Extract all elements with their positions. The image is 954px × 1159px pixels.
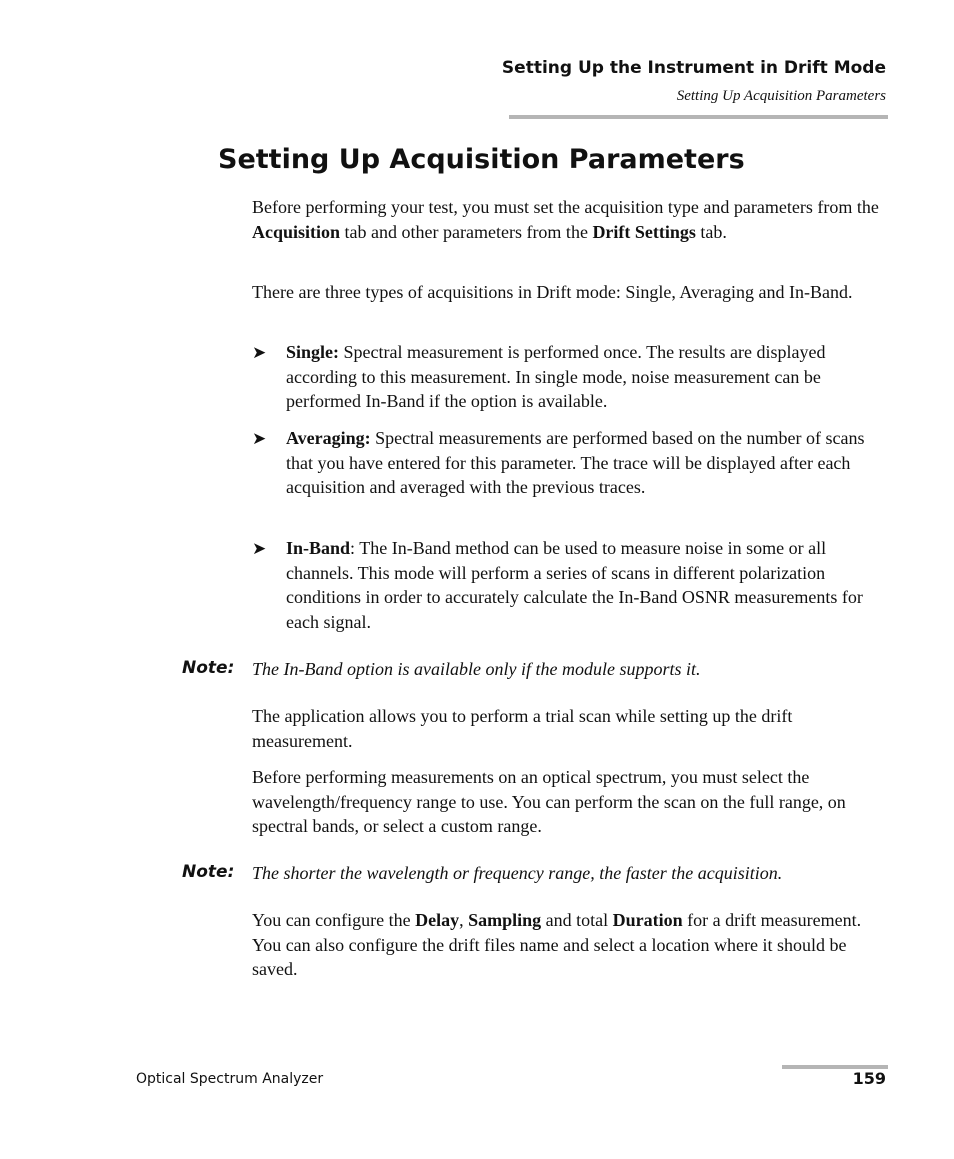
note-text: The shorter the wavelength or frequency range, the faster the acquisition. <box>252 863 783 883</box>
running-header-chapter: Setting Up the Instrument in Drift Mode <box>501 58 886 78</box>
page-title: Setting Up Acquisition Parameters <box>218 144 745 175</box>
drift-settings-tab-term: Drift Settings <box>592 221 696 242</box>
page-number: 159 <box>852 1069 886 1088</box>
running-header-section: Setting Up Acquisition Parameters <box>676 88 886 104</box>
intro-paragraph-1: Before performing your test, you must set the acquisition type and parameters from the Acquisition tab and other parameters from the Drift Settings tab. <box>252 197 879 242</box>
acquisition-tab-term: Acquisition <box>252 221 341 242</box>
note-text: The In-Band option is available only if the module supports it. <box>252 659 701 679</box>
header-rule <box>509 115 888 119</box>
delay-term: Delay <box>415 910 460 930</box>
paragraph-range: Before performing measurements on an optical spectrum, you must select the wavelength/frequency range to use. You can perform the scan on the full range, on spectral bands, or select a custom range. <box>252 767 846 836</box>
note-label: Note: <box>182 862 235 882</box>
sampling-term: Sampling <box>468 910 542 930</box>
list-item-text: Single: Spectral measurement is performed once. The results are displayed according to this measurement. In single mode, noise measurement can be performed In-Band if the option is available. <box>286 342 826 411</box>
arrow-bullet-icon: ➤ <box>252 343 267 363</box>
list-item-text: In-Band: The In-Band method can be used to measure noise in some or all channels. This mode will perform a series of scans in different polarization conditions in order to accurately calculate the In-Band OSNR measurements for each signal. <box>286 538 863 632</box>
note-label: Note: <box>182 658 235 678</box>
footer-product-name: Optical Spectrum Analyzer <box>136 1071 324 1087</box>
paragraph-configure: You can configure the Delay, Sampling and total Duration for a drift measurement. You can also configure the drift files name and select a location where it should be saved. <box>252 910 862 979</box>
arrow-bullet-icon: ➤ <box>252 539 267 559</box>
intro-paragraph-2: There are three types of acquisitions in Drift mode: Single, Averaging and In-Band. <box>252 282 853 302</box>
arrow-bullet-icon: ➤ <box>252 429 267 449</box>
paragraph-trial-scan: The application allows you to perform a trial scan while setting up the drift measurement. <box>252 706 793 751</box>
duration-term: Duration <box>612 910 683 930</box>
list-item-text: Averaging: Spectral measurements are performed based on the number of scans that you have entered for this parameter. The trace will be displayed after each acquisition and averaged with the previous traces. <box>286 428 865 497</box>
